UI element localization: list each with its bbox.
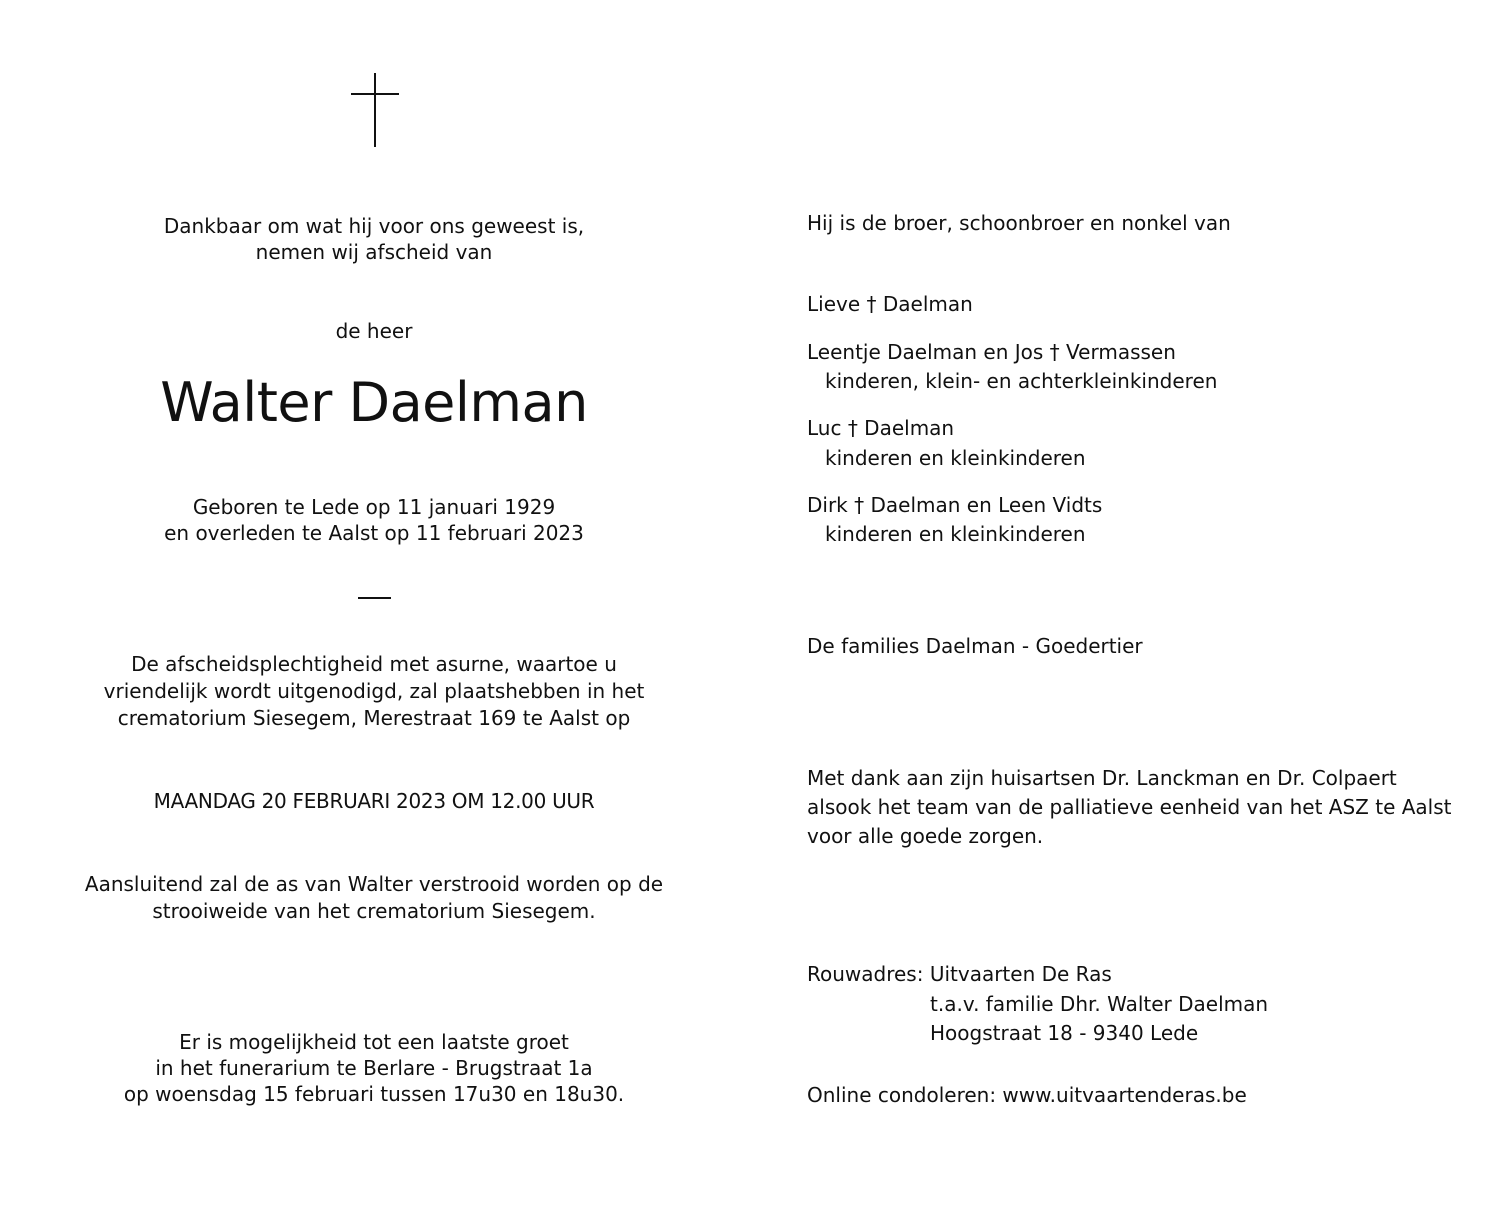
relative-descendants: kinderen, klein- en achterkleinkinderen [825, 369, 1218, 393]
relation-intro: Hij is de broer, schoonbroer en nonkel van [807, 211, 1231, 235]
relative-name: Leentje Daelman en Jos † Vermassen [807, 340, 1176, 364]
thanks-line-2: alsook het team van de palliatieve eenheid van het ASZ te Aalst [807, 795, 1452, 819]
birth-line: Geboren te Lede op 11 januari 1929 [192, 495, 556, 519]
visit-line-3: op woensdag 15 februari tussen 17u30 en 18u30. [123, 1082, 625, 1106]
relative-name: Dirk † Daelman en Leen Vidts [807, 493, 1103, 517]
ceremony-line-1: De afscheidsplechtigheid met asurne, waartoe u [131, 652, 617, 676]
death-line: en overleden te Aalst op 11 februari 2023 [164, 521, 584, 545]
visit-line-1: Er is mogelijkheid tot een laatste groet [179, 1030, 569, 1054]
visit-line-2: in het funerarium te Berlare - Brugstraat 1a [155, 1056, 593, 1080]
title-prefix: de heer [335, 319, 413, 343]
scatter-line-1: Aansluitend zal de as van Walter verstrooid worden op de [84, 872, 664, 896]
thanks-line-3: voor alle goede zorgen. [807, 824, 1044, 848]
address-label: Rouwadres: Uitvaarten De Ras [807, 962, 1112, 986]
relative-descendants: kinderen en kleinkinderen [825, 522, 1086, 546]
ceremony-line-3: crematorium Siesegem, Merestraat 169 te Aalst op [117, 706, 631, 730]
ceremony-datetime: MAANDAG 20 FEBRUARI 2023 OM 12.00 UUR [153, 789, 595, 813]
divider [358, 597, 391, 599]
relative-descendants: kinderen en kleinkinderen [825, 446, 1086, 470]
deceased-name: Walter Daelman [160, 371, 588, 434]
relative-name: Luc † Daelman [807, 416, 955, 440]
intro-line-1: Dankbaar om wat hij voor ons geweest is, [163, 214, 585, 238]
relative-name: Lieve † Daelman [807, 292, 973, 316]
address-line-1: t.a.v. familie Dhr. Walter Daelman [930, 992, 1269, 1016]
scatter-line-2: strooiweide van het crematorium Siesegem. [152, 899, 596, 923]
cross-icon [351, 73, 399, 147]
ceremony-line-2: vriendelijk wordt uitgenodigd, zal plaatshebben in het [103, 679, 645, 703]
address-line-2: Hoogstraat 18 - 9340 Lede [930, 1021, 1199, 1045]
online-condolence-link[interactable]: Online condoleren: www.uitvaartenderas.be [807, 1083, 1247, 1107]
families-line: De families Daelman - Goedertier [807, 634, 1143, 658]
intro-line-2: nemen wij afscheid van [255, 240, 493, 264]
thanks-line-1: Met dank aan zijn huisartsen Dr. Lanckman en Dr. Colpaert [807, 766, 1397, 790]
